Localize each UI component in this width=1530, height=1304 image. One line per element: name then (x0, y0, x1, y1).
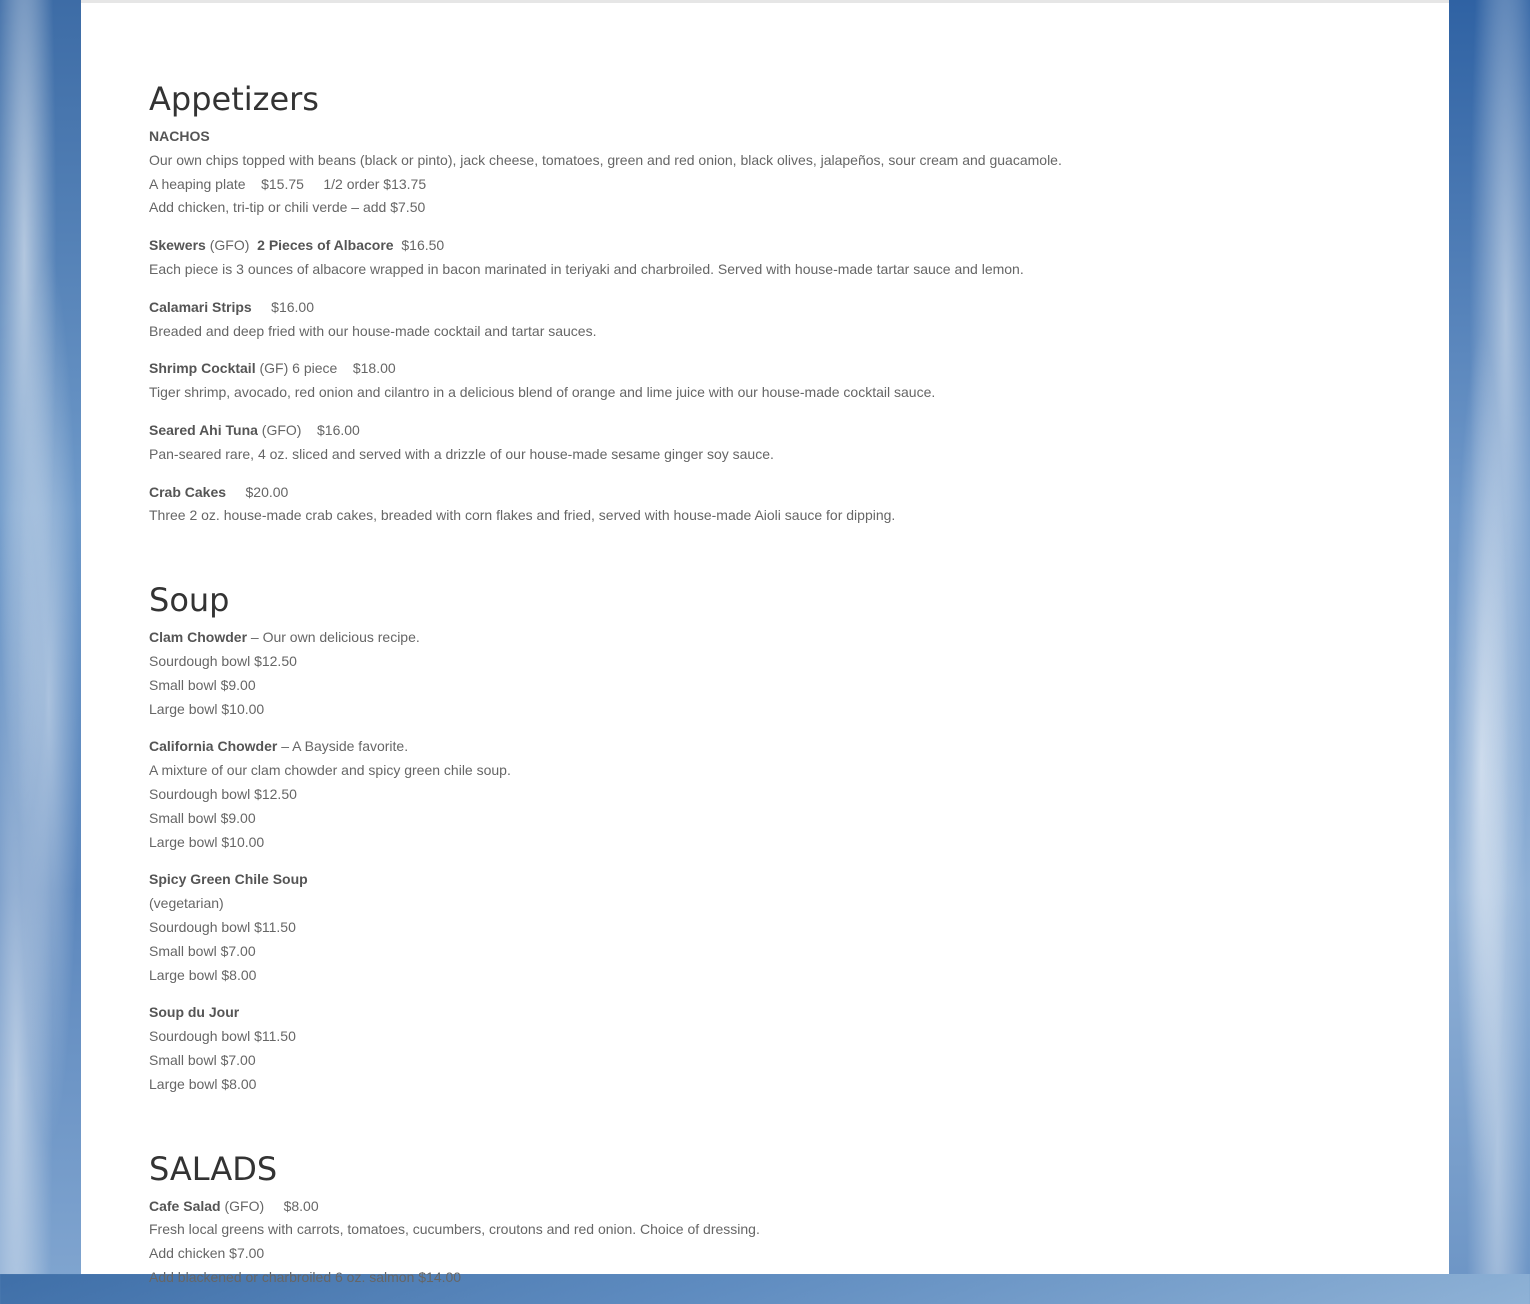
soup-section (149, 578, 1349, 1096)
item-tag: (GFO) $8.00 (220, 1197, 319, 1214)
item-name: Clam Chowder (149, 629, 248, 646)
item-tag: – A Bayside favorite. (277, 738, 409, 755)
menu-item-skewers (149, 234, 1349, 282)
item-description: A mixture of our clam chowder and spicy green chile soup. (149, 762, 511, 779)
salads-section (149, 1147, 1349, 1290)
item-price: $16.50 (393, 237, 445, 254)
item-description: Each piece is 3 ounces of albacore wrapped in bacon marinated in teriyaki and charbroiled. Served with house-made tartar sauce and lemon. (149, 260, 1024, 277)
menu-content (149, 77, 1349, 1304)
menu-item-nachos (149, 125, 1349, 220)
item-price-large: Large bowl $10.00 (149, 700, 265, 717)
item-name: Cafe Salad (149, 1197, 221, 1214)
item-tag: (GFO) $16.00 (257, 421, 360, 438)
item-price: $16.00 (251, 298, 314, 315)
item-price-large: Large bowl $8.00 (149, 966, 257, 983)
item-price-sourdough: Sourdough bowl $11.50 (149, 1028, 296, 1045)
item-name: NACHOS (149, 128, 210, 144)
item-price-small: Small bowl $9.00 (149, 676, 256, 693)
item-name: Skewers (149, 237, 206, 254)
item-price-small: Small bowl $9.00 (149, 809, 256, 826)
item-description: Our own chips topped with beans (black or pinto), jack cheese, tomatoes, green and red onion, black olives, jalapeños, sour cream and guacamole. (149, 151, 1062, 168)
item-addon: Add chicken $7.00 (149, 1245, 265, 1262)
item-addon: Add blackened or charbroiled 6 oz. salmon $14.00 (149, 1268, 462, 1285)
item-name: Shrimp Cocktail (149, 360, 256, 377)
menu-item-crab-cakes (149, 481, 1349, 529)
item-description: Pan-seared rare, 4 oz. sliced and served with a drizzle of our house-made sesame ginger soy sauce. (149, 445, 774, 462)
item-price-large: Large bowl $8.00 (149, 1075, 257, 1092)
item-price-small: Small bowl $7.00 (149, 942, 256, 959)
section-title-appetizers: Appetizers (149, 80, 319, 118)
item-price-sourdough: Sourdough bowl $12.50 (149, 785, 297, 802)
item-price-large: Large bowl $10.00 (149, 833, 265, 850)
appetizers-section (149, 77, 1349, 528)
menu-item-california-chowder (149, 735, 1349, 854)
menu-item-calamari (149, 296, 1349, 344)
item-price: A heaping plate $15.75 1/2 order $13.75 (149, 175, 427, 192)
item-tag: – Our own delicious recipe. (247, 629, 420, 646)
item-description: Breaded and deep fried with our house-made cocktail and tartar sauces. (149, 322, 597, 339)
item-price-small: Small bowl $7.00 (149, 1051, 256, 1068)
section-title-soup: Soup (149, 581, 230, 620)
item-tag: (GFO) (205, 237, 258, 254)
item-tag: (GF) 6 piece $18.00 (255, 360, 396, 377)
item-name: Soup du Jour (149, 1004, 240, 1021)
item-name: Spicy Green Chile Soup (149, 871, 308, 888)
item-name: Crab Cakes (149, 483, 227, 500)
section-title-salads: SALADS (149, 1149, 278, 1188)
item-name: Seared Ahi Tuna (149, 421, 258, 438)
item-description: Tiger shrimp, avocado, red onion and cilantro in a delicious blend of orange and lime juice with our house-made cocktail sauce. (149, 384, 936, 401)
menu-item-shrimp-cocktail (149, 357, 1349, 405)
menu-item-spicy-green-chile (149, 868, 1349, 987)
item-description: Three 2 oz. house-made crab cakes, breaded with corn flakes and fried, served with house-made Aioli sauce for dipping. (149, 507, 896, 524)
background-sky-left (0, 0, 81, 1274)
item-name: Calamari Strips (149, 298, 252, 315)
item-addon: Add chicken, tri-tip or chili verde – add $7.50 (149, 199, 426, 216)
menu-item-ahi-tuna (149, 419, 1349, 467)
item-note: (vegetarian) (149, 895, 224, 912)
background-sky-right (1449, 0, 1530, 1274)
item-price-sourdough: Sourdough bowl $11.50 (149, 918, 296, 935)
item-price-sourdough: Sourdough bowl $12.50 (149, 652, 297, 669)
menu-item-clam-chowder (149, 626, 1349, 721)
item-price: $20.00 (226, 483, 289, 500)
item-description: Fresh local greens with carrots, tomatoes, cucumbers, croutons and red onion. Choice of dressing. (149, 1221, 760, 1238)
menu-item-cafe-salad (149, 1195, 1349, 1290)
item-subtitle: 2 Pieces of Albacore (257, 237, 394, 254)
item-name: California Chowder (149, 738, 278, 755)
menu-page (81, 0, 1449, 1285)
menu-item-soup-du-jour (149, 1001, 1349, 1096)
